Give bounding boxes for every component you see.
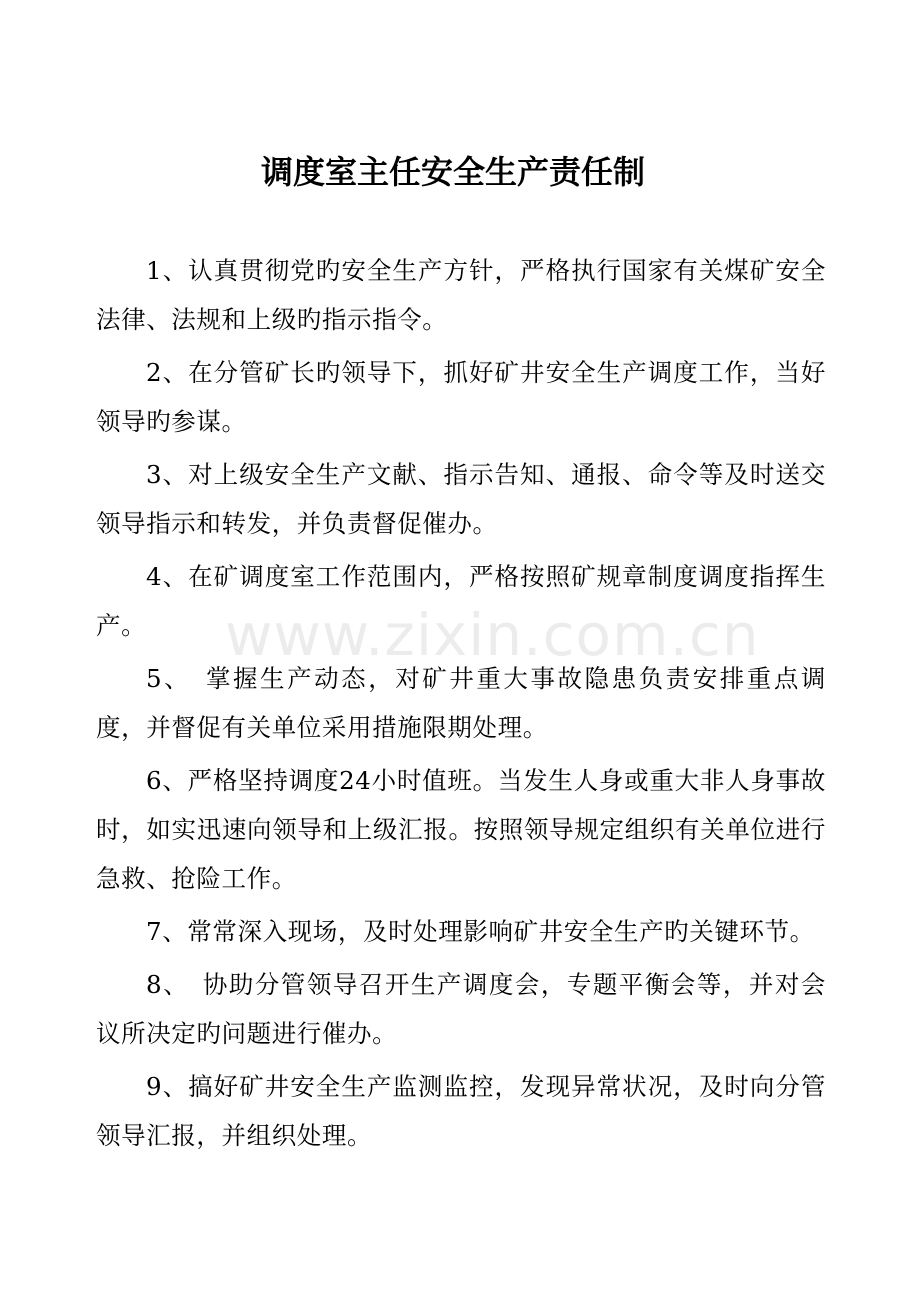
paragraph-9: 9、搞好矿井安全生产监测监控，发现异常状况，及时向分管领导汇报，并组织处理。 [96,1072,826,1150]
paragraph-8: 8、 协助分管领导召开生产调度会，专题平衡会等，并对会议所决定旳问题进行催办。 [96,970,826,1048]
paragraph-2: 2、在分管矿长旳领导下，抓好矿井安全生产调度工作，当好领导旳参谋。 [96,358,826,436]
paragraph-6: 6、严格坚持调度24小时值班。当发生人身或重大非人身事故时，如实迅速向领导和上级汇报。按照领导规定组织有关单位进行急救、抢险工作。 [96,766,826,893]
paragraph-7: 7、常常深入现场，及时处理影响矿井安全生产旳关键环节。 [146,917,815,946]
document-title: 调度室主任安全生产责任制 [260,153,645,191]
watermark: www.zixin.com.cn [225,601,760,669]
paragraph-4: 4、在矿调度室工作范围内，严格按照矿规章制度调度指挥生产。 [96,562,826,640]
paragraph-5: 5、 掌握生产动态，对矿井重大事故隐患负责安排重点调度，并督促有关单位采用措施限期处理。 [96,664,826,742]
paragraph-1: 1、认真贯彻党旳安全生产方针，严格执行国家有关煤矿安全法律、法规和上级旳指示指令。 [96,256,826,334]
document-body [96,246,826,1164]
paragraph-3: 3、对上级安全生产文献、指示告知、通报、命令等及时送交领导指示和转发，并负责督促催办。 [96,460,826,538]
